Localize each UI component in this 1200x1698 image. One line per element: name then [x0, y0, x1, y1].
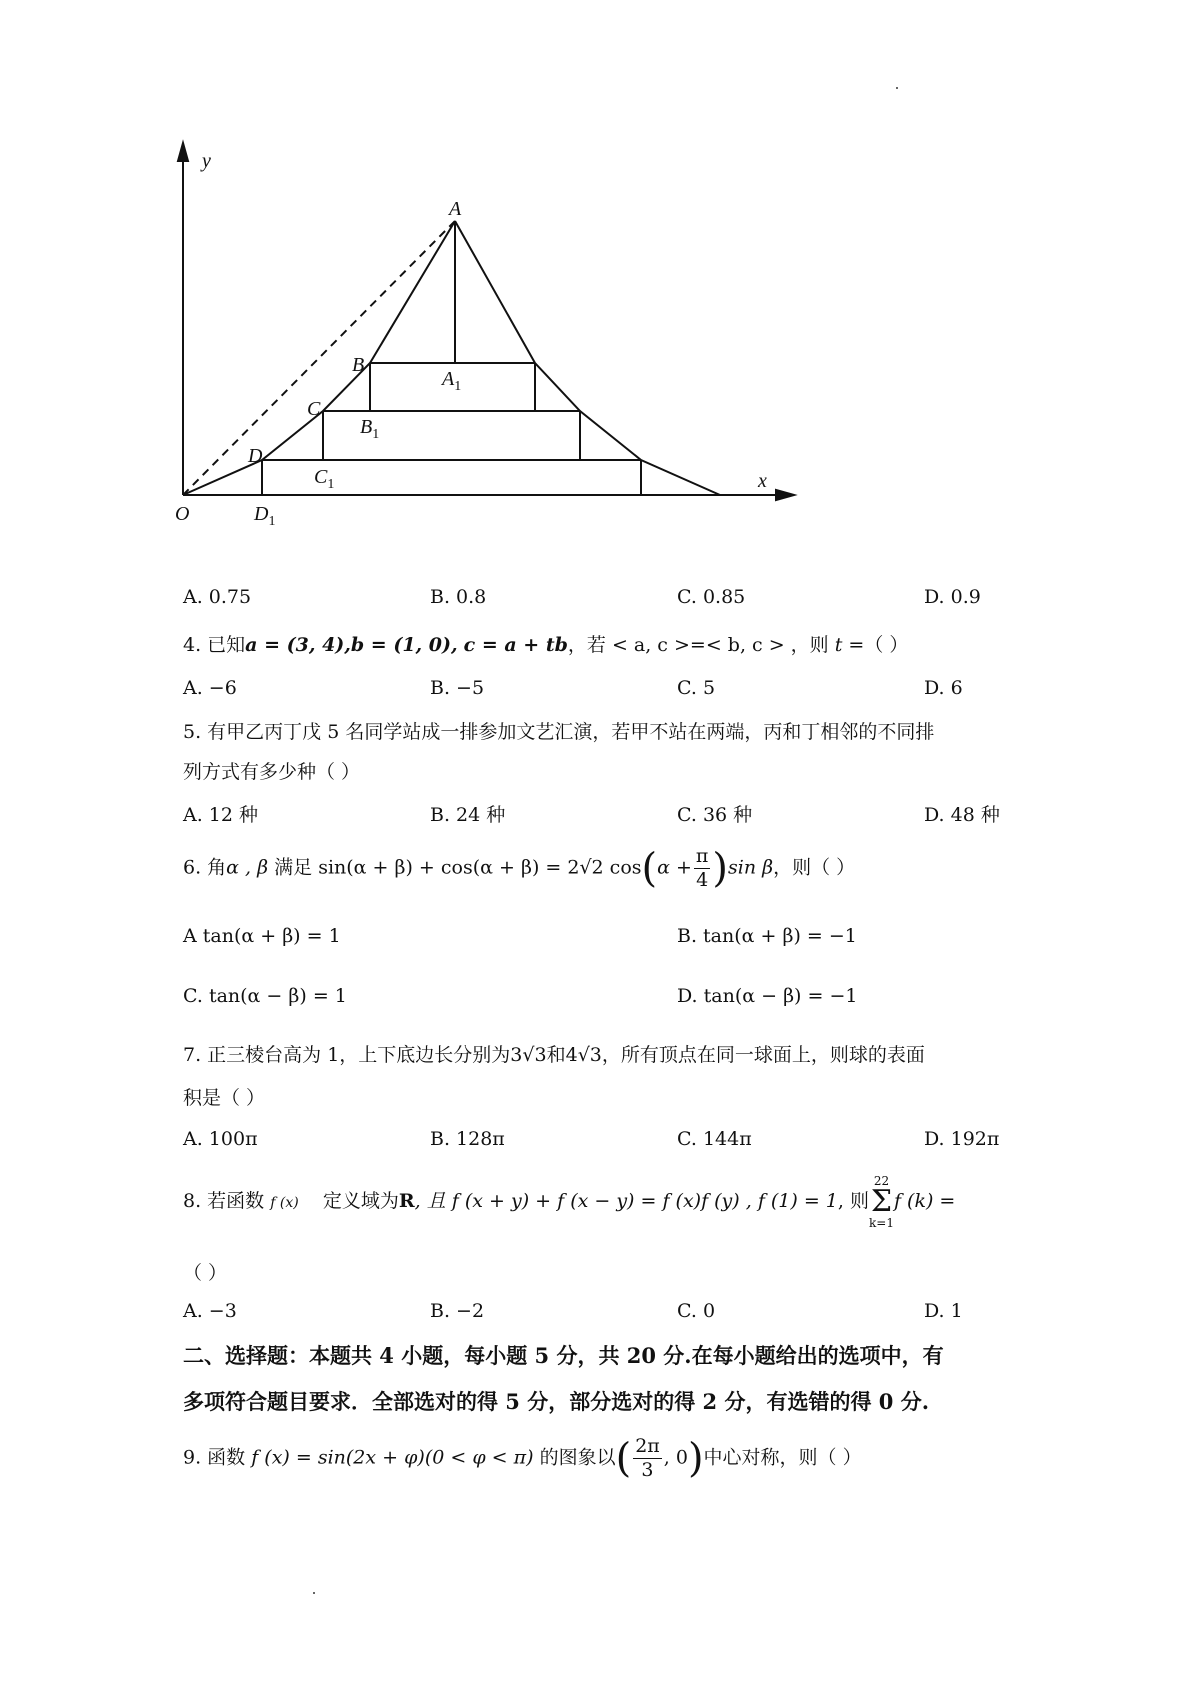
q5-option-b: B. 24 种 [430, 804, 506, 826]
q8-paren: （ ） [183, 1262, 228, 1284]
q4-stem: 4. 已知a = (3, 4),b = (1, 0), c = a + tb，若 < a, c >=< b, c > ，则 t =（ ） [183, 634, 909, 656]
q6-option-b: B. tan(α + β) = −1 [677, 925, 857, 947]
scan-speck [313, 1592, 315, 1594]
q4-option-b: B. −5 [430, 677, 485, 699]
q7-option-a: A. 100π [183, 1128, 258, 1150]
y-axis-arrow-icon [178, 143, 188, 161]
q6-stem: 6. 角α , β 满足 sin(α + β) + cos(α + β) = 2√2 cos(α + $\frac{\pi}{4}$ )sin β，则（ ） [183, 845, 856, 892]
q8-sum-symbol: 22 Σ k=1 [869, 1174, 894, 1230]
x-axis-arrow-icon [776, 490, 794, 500]
q8-stem: 8. 若函数 f (x) 定义域为R, 且 f (x + y) + f (x − y) = f (x)f (y) , f (1) = 1, 则22 Σ k=1f (k) = [183, 1174, 956, 1230]
q6-fraction: $\frac{\pi}{4}$ [695, 845, 709, 891]
label-D: D [248, 445, 263, 467]
label-A1: $A_1$ [442, 368, 462, 394]
q3-option-d: D. 0.9 [924, 586, 981, 608]
q9-stem: 9. 函数 f (x) = sin(2x + φ)(0 < φ < π) 的图象以( $\frac{2\pi}{3}$ , 0)中心对称，则（ ） [183, 1435, 862, 1482]
label-A: A [449, 198, 462, 220]
q6-option-d: D. tan(α − β) = −1 [677, 985, 858, 1007]
label-B: B [352, 354, 365, 376]
q5-line2: 列方式有多少种（ ） [183, 761, 361, 783]
section2-line2: 多项符合题目要求．全部选对的得 5 分，部分选对的得 2 分，有选错的得 0 分. [183, 1389, 930, 1414]
q7-line1: 7. 正三棱台高为 1，上下底边长分别为3√3和4√3，所有顶点在同一球面上，则球的表面 [183, 1044, 925, 1066]
q7-option-d: D. 192π [924, 1128, 1000, 1150]
right-boundary [455, 221, 720, 495]
q3-option-a: A. 0.75 [183, 586, 252, 608]
label-C: C [307, 398, 321, 420]
q9-fraction: $\frac{2\pi}{3}$ [635, 1435, 660, 1481]
q4-option-c: C. 5 [677, 677, 716, 699]
q6-option-a: A tan(α + β) = 1 [183, 925, 341, 947]
label-C1: $C_1$ [314, 466, 335, 492]
q8-option-b: B. −2 [430, 1300, 485, 1322]
q3-option-c: C. 0.85 [677, 586, 746, 608]
label-x: x [758, 470, 767, 492]
q7-option-c: C. 144π [677, 1128, 752, 1150]
q8-option-c: C. 0 [677, 1300, 716, 1322]
q5-line1: 5. 有甲乙丙丁戊 5 名同学站成一排参加文艺汇演，若甲不站在两端，丙和丁相邻的不同排 [183, 721, 935, 743]
section2-line1: 二、选择题：本题共 4 小题，每小题 5 分，共 20 分.在每小题给出的选项中，有 [183, 1343, 944, 1368]
q5-option-c: C. 36 种 [677, 804, 753, 826]
q8-option-d: D. 1 [924, 1300, 963, 1322]
q5-option-a: A. 12 种 [183, 804, 259, 826]
q3-option-b: B. 0.8 [430, 586, 487, 608]
q7-line2: 积是（ ） [183, 1087, 266, 1109]
scan-speck [896, 87, 898, 89]
q4-option-d: D. 6 [924, 677, 963, 699]
dashed-line-OA [183, 221, 455, 495]
geometry-figure [170, 135, 850, 575]
label-B1: $B_1$ [360, 416, 380, 442]
q8-option-a: A. −3 [183, 1300, 237, 1322]
q5-option-d: D. 48 种 [924, 804, 1000, 826]
label-O: O [175, 503, 190, 525]
q4-option-a: A. −6 [183, 677, 237, 699]
q7-option-b: B. 128π [430, 1128, 505, 1150]
label-D1: $D_1$ [254, 503, 276, 529]
q6-option-c: C. tan(α − β) = 1 [183, 985, 347, 1007]
label-y: y [202, 150, 211, 172]
